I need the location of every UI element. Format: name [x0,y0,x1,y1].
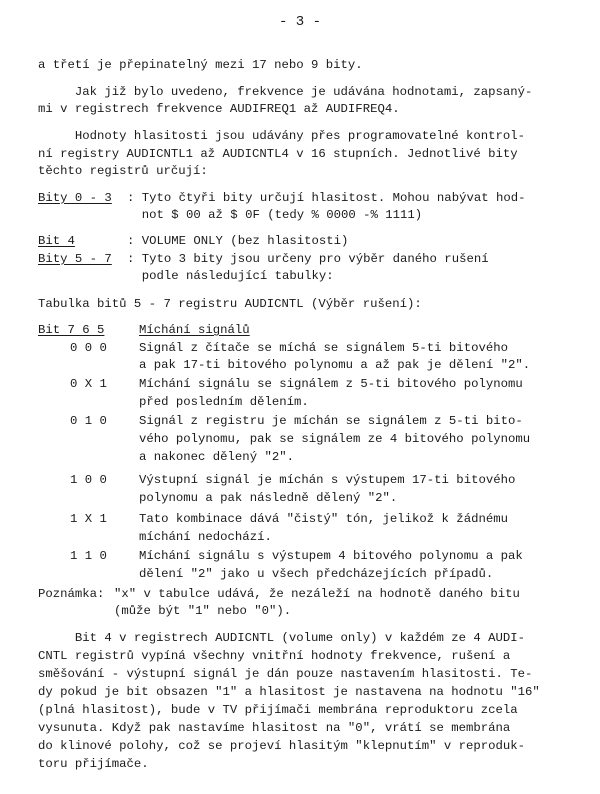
bit-description: podle následující tabulky: [127,269,334,283]
row-text: Signál z registru je míchán se signálem z 5-ti bito- [139,414,523,428]
table-header-bits: Bit 7 6 5 [38,323,105,337]
page-number: - 3 - [278,14,321,30]
row-text: a nakonec dělený "2". [139,450,294,464]
text-line: (plná hlasitost), bude v TV přijímači membrána reproduktoru zcela [38,703,518,717]
row-text: před posledním dělením. [139,395,309,409]
bit-label: Bit 4 [38,234,75,248]
text-line: do klinové polohy, což se projeví hlasitým "klepnutím" v reproduk- [38,739,526,753]
row-text: polynomu a pak následně dělený "2". [139,491,398,505]
row-code: 1 X 1 [70,512,107,526]
table-header-desc: Míchání signálů [139,323,250,337]
row-text: Signál z čítače se míchá se signálem 5-ti bitového [139,341,508,355]
row-text: dělení "2" jako u všech předcházejících případů. [139,567,494,581]
note-label: Poznámka: [38,587,105,601]
bit-description: : Tyto čtyři bity určují hlasitost. Mohou nabývat hod- [127,191,526,205]
text-line: vysunuta. Když pak nastavíme hlasitost na "0", vrátí se membrána [38,721,511,735]
text-line: Bit 4 v registrech AUDICNTL (volume only) v každém ze 4 AUDI- [38,631,526,645]
row-code: 0 1 0 [70,414,107,428]
text-line: Jak již bylo uvedeno, frekvence je udávána hodnotami, zapsaný- [38,85,533,99]
bit-description: not $ 00 až $ 0F (tedy % 0000 -% 1111) [127,208,423,222]
row-code: 0 X 1 [70,377,107,391]
row-text: Tato kombinace dává "čistý" tón, jelikož k žádnému [139,512,508,526]
row-code: 1 1 0 [70,549,107,563]
text-line: dy pokud je bit obsazen "1" a hlasitost je nastavena na hodnotu "16" [38,685,540,699]
bit-label: Bity 5 - 7 [38,252,112,266]
text-line: těchto registrů určují: [38,164,208,178]
bit-description: : Tyto 3 bity jsou určeny pro výběr daného rušení [127,252,489,266]
note-text: "x" v tabulce udává, že nezáleží na hodnotě daného bitu [114,587,520,601]
row-text: Míchání signálu se signálem z 5-ti bitového polynomu [139,377,523,391]
row-text: Míchání signálu s výstupem 4 bitového polynomu a pak [139,549,523,563]
text-line: Hodnoty hlasitosti jsou udávány přes programovatelné kontrol- [38,129,526,143]
row-text: Výstupní signál je míchán s výstupem 17-ti bitového [139,473,516,487]
text-line: mi v registrech frekvence AUDIFREQ1 až AUDIFREQ4. [38,102,400,116]
text-line: směšování - výstupní signál je dán pouze nastavením hlasitosti. Te- [38,667,533,681]
text-line: a třetí je přepinatelný mezi 17 nebo 9 bity. [38,58,363,72]
row-text: vého polynomu, pak se signálem ze 4 bitového polynomu [139,432,531,446]
table-title: Tabulka bitů 5 - 7 registru AUDICNTL (Výběr rušení): [38,297,422,311]
row-text: míchání nedochází. [139,530,272,544]
bit-description: : VOLUME ONLY (bez hlasitosti) [127,234,349,248]
text-line: toru přijímače. [38,757,149,771]
bit-label: Bity 0 - 3 [38,191,112,205]
row-code: 1 0 0 [70,473,107,487]
text-line: CNTL registrů vypíná všechny vnitřní hodnoty frekvence, rušení a [38,649,511,663]
row-text: a pak 17-ti bitového polynomu a až pak je dělení "2". [139,358,531,372]
text-line: ní registry AUDICNTL1 až AUDICNTL4 v 16 stupních. Jednotlivé bity [38,147,518,161]
note-text: (může být "1" nebo "0"). [114,604,292,618]
row-code: 0 0 0 [70,341,107,355]
